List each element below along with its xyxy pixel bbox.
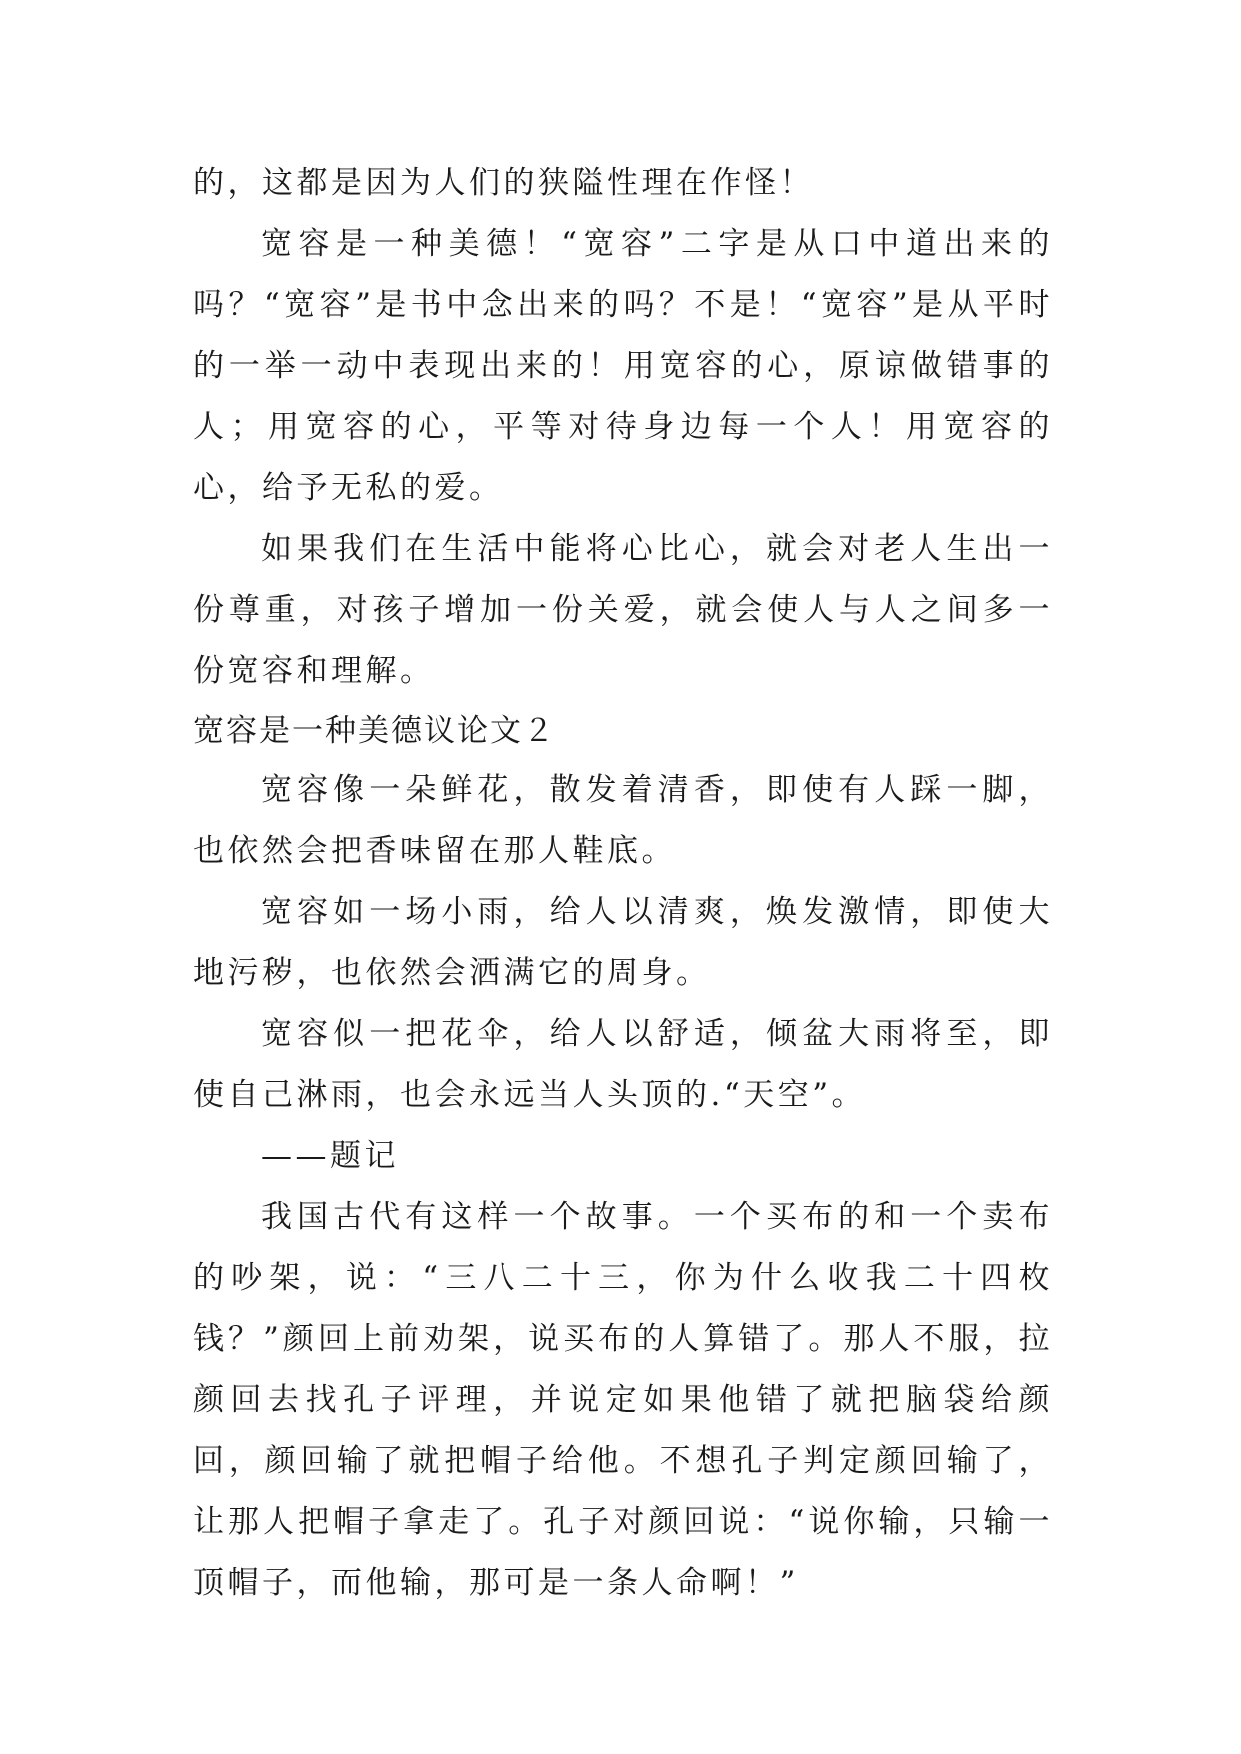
paragraph-5: 宽容如一场小雨，给人以清爽，焕发激情，即使大地污秽，也依然会洒满它的周身。 (193, 894, 1053, 991)
epigraph-attribution: ——题记 (261, 1138, 399, 1174)
paragraph-7: 我国古代有这样一个故事。一个买布的和一个卖布的吵架，说：“三八二十三，你为什么收我二十四枚钱？”颜回上前劝架，说买布的人算错了。那人不服，拉颜回去找孔子评理，并说定如果他错了就把脑袋给颜回，颜回输了就把帽子给他。不想孔子判定颜回输了，让那人把帽子拿走了。孔子对颜回说：“说你输，只输一顶帽子，而他输，那可是一条人命啊！” (193, 1199, 1053, 1601)
document-page (193, 153, 1053, 1614)
paragraph-6: 宽容似一把花伞，给人以舒适，倾盆大雨将至，即使自己淋雨，也会永远当人头顶的.“天空”。 (193, 1016, 1053, 1113)
paragraph-4: 宽容像一朵鲜花，散发着清香，即使有人踩一脚，也依然会把香味留在那人鞋底。 (193, 772, 1053, 869)
paragraph-3: 如果我们在生活中能将心比心，就会对老人生出一份尊重，对孩子增加一份关爱，就会使人与人之间多一份宽容和理解。 (193, 531, 1053, 689)
paragraph-1: 的，这都是因为人们的狭隘性理在作怪！ (193, 165, 814, 201)
section-heading: 宽容是一种美德议论文２ (193, 713, 556, 749)
paragraph-2: 宽容是一种美德！“宽容”二字是从口中道出来的吗？“宽容”是书中念出来的吗？不是！“宽容”是从平时的一举一动中表现出来的！用宽容的心，原谅做错事的人；用宽容的心，平等对待身边每一个人！用宽容的心，给予无私的爱。 (193, 226, 1053, 506)
